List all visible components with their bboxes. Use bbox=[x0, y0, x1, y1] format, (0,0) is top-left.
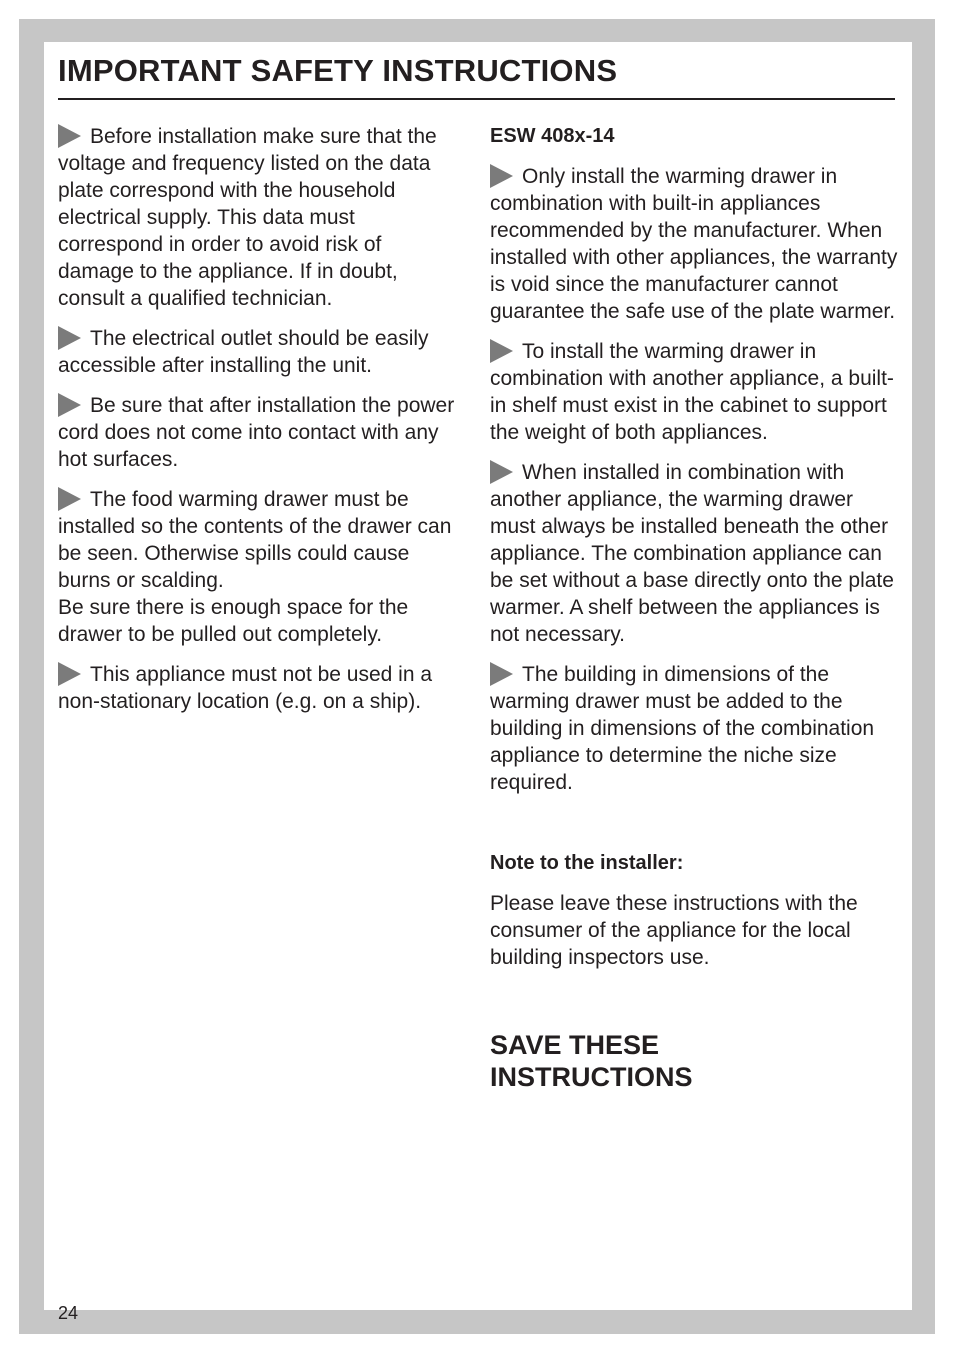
safety-item bbox=[490, 338, 900, 446]
installer-note-heading: Note to the installer: bbox=[490, 852, 684, 874]
bullet-arrow-icon bbox=[58, 124, 81, 148]
bullet-arrow-icon bbox=[490, 339, 513, 363]
safety-item bbox=[490, 661, 900, 796]
safety-item-text: The food warming drawer must be installed so the contents of the drawer can be seen. Otherwise spills could cause burns or scalding. bbox=[58, 488, 452, 592]
bullet-arrow-icon bbox=[58, 487, 81, 511]
safety-item bbox=[58, 325, 463, 379]
bullet-arrow-icon bbox=[58, 662, 81, 686]
safety-item-text: Be sure that after installation the power cord does not come into contact with any hot surfaces. bbox=[58, 394, 455, 471]
safety-item-text: To install the warming drawer in combination with another appliance, a built-in shelf must exist in the cabinet to support the weight of both appliances. bbox=[490, 340, 894, 444]
safety-item-text: When installed in combination with another appliance, the warming drawer must always be installed beneath the other appliance. The combination appliance can be set without a base directly onto the plate warmer. A shelf between the appliances is not necessary. bbox=[490, 461, 894, 646]
bullet-arrow-icon bbox=[490, 164, 513, 188]
save-heading-line: INSTRUCTIONS bbox=[490, 1062, 693, 1092]
safety-item bbox=[58, 661, 463, 715]
save-instructions-heading bbox=[490, 1029, 900, 1093]
safety-item bbox=[490, 163, 900, 325]
bullet-arrow-icon bbox=[490, 460, 513, 484]
model-heading: ESW 408x-14 bbox=[490, 125, 615, 147]
safety-item bbox=[58, 123, 463, 312]
safety-item-text: This appliance must not be used in a non-stationary location (e.g. on a ship). bbox=[58, 663, 433, 713]
safety-item bbox=[58, 486, 463, 648]
safety-item bbox=[58, 392, 463, 473]
save-heading-line: SAVE THESE bbox=[490, 1030, 660, 1060]
safety-item-text: The building in dimensions of the warming drawer must be added to the building in dimensions of the combination appliance to determine the niche size required. bbox=[490, 663, 875, 794]
safety-item-text: Only install the warming drawer in combination with built-in appliances recommended by the manufacturer. When installed with other appliances, the warranty is void since the manufacturer cannot guarantee the safe use of the plate warmer. bbox=[490, 165, 898, 323]
page-title: IMPORTANT SAFETY INSTRUCTIONS bbox=[58, 53, 618, 88]
page-number: 24 bbox=[58, 1303, 79, 1323]
bullet-arrow-icon bbox=[490, 662, 513, 686]
safety-item-continuation: Be sure there is enough space for the drawer to be pulled out completely. bbox=[58, 596, 409, 646]
left-column bbox=[58, 123, 463, 728]
safety-item-text: Before installation make sure that the voltage and frequency listed on the data plate correspond with the household electrical supply. This data must correspond in order to avoid risk of damage to the appliance. If in doubt, consult a qualified technician. bbox=[58, 125, 437, 310]
right-column bbox=[490, 123, 900, 1093]
title-rule bbox=[58, 98, 895, 100]
safety-item-text: The electrical outlet should be easily accessible after installing the unit. bbox=[58, 327, 429, 377]
bullet-arrow-icon bbox=[58, 326, 81, 350]
bullet-arrow-icon bbox=[58, 393, 81, 417]
installer-note-text: Please leave these instructions with the consumer of the appliance for the local building inspectors use. bbox=[490, 892, 858, 969]
safety-item bbox=[490, 459, 900, 648]
